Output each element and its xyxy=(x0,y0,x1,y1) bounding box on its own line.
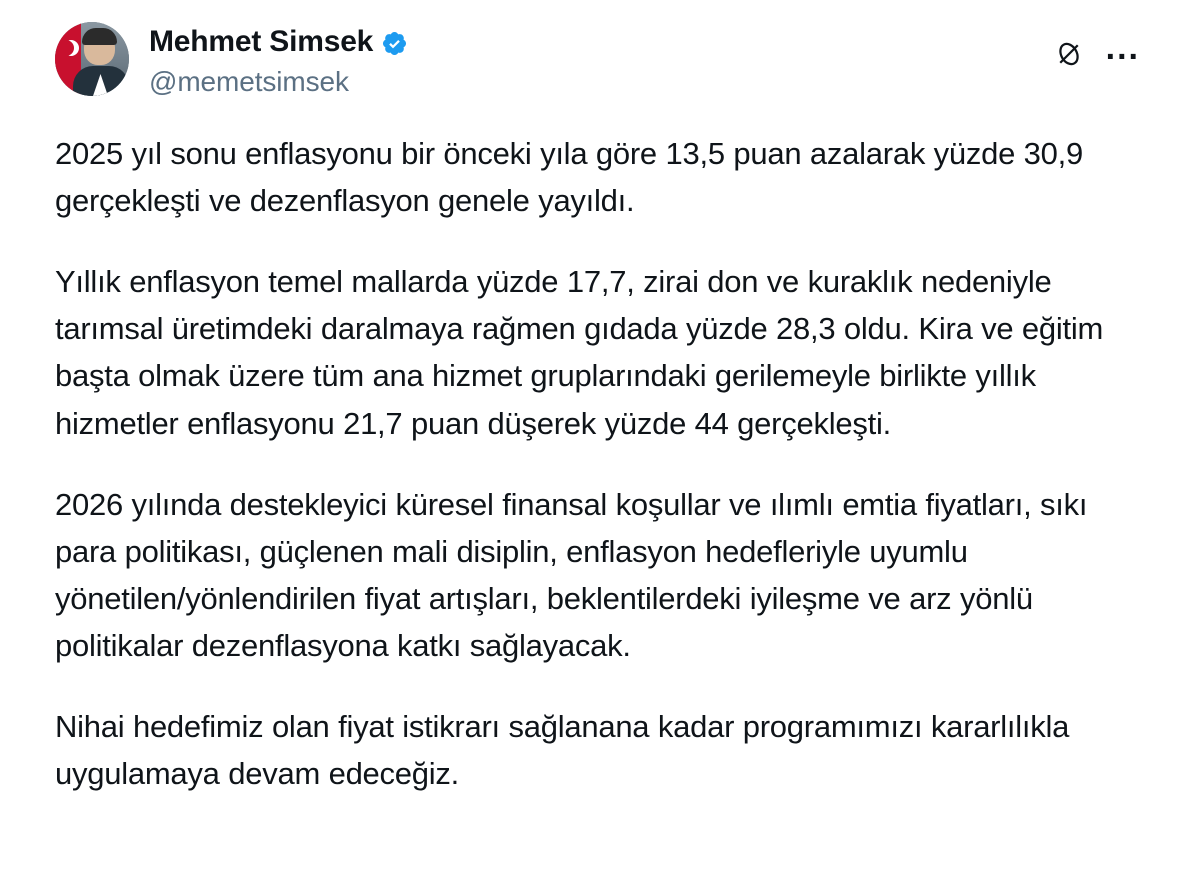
tweet-header xyxy=(55,18,1140,110)
tweet-paragraph-1: 2025 yıl sonu enflasyonu bir önceki yıla göre 13,5 puan azalarak yüzde 30,9 gerçekleşti ve dezenflasyon genele yayıldı. xyxy=(55,136,1084,219)
crescent-icon xyxy=(58,40,74,56)
verified-badge-icon xyxy=(381,30,408,57)
more-options-icon[interactable]: ... xyxy=(1105,29,1140,67)
grok-actions-button[interactable] xyxy=(1054,39,1084,69)
author-names xyxy=(149,18,408,98)
tweet-paragraph-4: Nihai hedefimiz olan fiyat istikrarı sağlanana kadar programımızı kararlılıkla uygulamaya devam edeceğiz. xyxy=(55,709,1070,792)
author-display-name[interactable]: Mehmet Simsek xyxy=(149,25,374,58)
avatar[interactable] xyxy=(55,22,129,96)
tweet-paragraph-3: 2026 yılında destekleyici küresel finansal koşullar ve ılımlı emtia fiyatları, sıkı para politikası, güçlenen mali disiplin, enflasyon hedefleriyle uyumlu yönetilen/yönlendirilen fiyat artışları, beklentilerdeki iyileşme ve arz yönlü politikalar dezenflasyona katkı sağlayacak. xyxy=(55,486,1088,663)
header-actions xyxy=(1054,29,1140,70)
avatar-hair xyxy=(82,28,117,45)
tweet-text xyxy=(55,130,1140,797)
display-name-row xyxy=(149,24,408,59)
author-handle[interactable]: @memetsimsek xyxy=(149,66,349,98)
tweet-paragraph-2: Yıllık enflasyon temel mallarda yüzde 17,7, zirai don ve kuraklık nedeniyle tarımsal üretimdeki daralmaya rağmen gıdada yüzde 28,3 oldu. Kira ve eğitim başta olmak üzere tüm ana hizmet gruplarındaki gerilemeyle birlikte yıllık hizmetler enflasyonu 21,7 puan düşerek yüzde 44 gerçekleşti. xyxy=(55,264,1104,441)
